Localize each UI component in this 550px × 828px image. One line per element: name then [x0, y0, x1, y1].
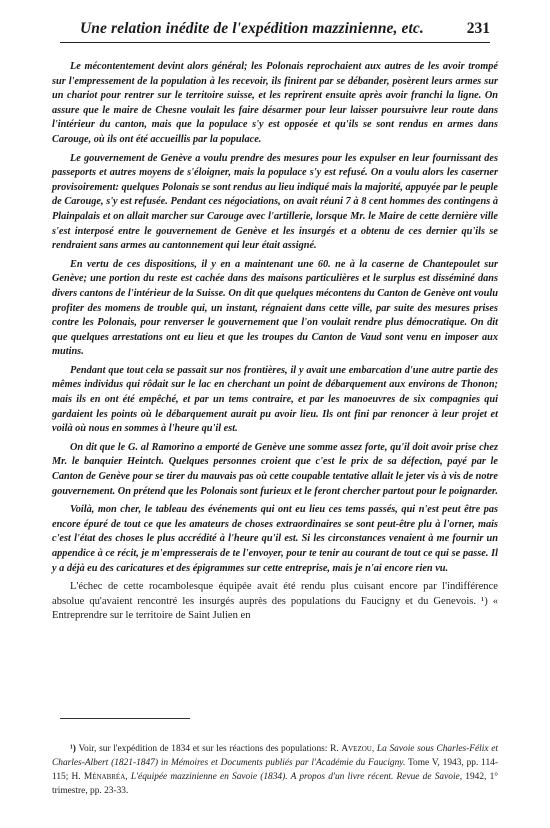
running-header: [60, 18, 490, 43]
footnote-title: La Savoie sous Charles-Félix et Charles-Albert (1821-1847) in Mémoires et Documents publiés par l'Académie du Faucigny.: [52, 744, 498, 768]
paragraph: Le gouvernement de Genève a voulu prendre des mesures pour les expulser en leur fournissant des passeports et autres moyens de s'éloigner, mais la populace s'y est refusé. On a voulu alors les caserner provisoirement: quelques Polonais se sont rendus au lieu indiqué mais la majorité, appuyée par le peuple de Carouge, s'y est refusée. Pendant ces négociations, on avait réuni 7 à 8 cent hommes des contingens à Plainpalais et on allait marcher sur Carouge avec l'artillerie, lorsque Mr. le Maire de cette dernière ville s'est interposé entre le gouvernement de Genève et les insurgés et a obtenu de ces dernier qu'ils se rendraient sans armes au cantonnement qui leur était assigné.: [52, 152, 498, 252]
paragraph: L'échec de cette rocambolesque équipée avait été rendu plus cuisant encore par l'indifférence absolue qu'avaient rencontré les insurgés auprès des populations du Faucigny et du Genevois. ¹) « Entreprendre sur le territoire de Saint Julien en: [52, 581, 498, 622]
footnote-text: ¹) Voir, sur l'expédition de 1834 et sur les réactions des populations: R. Avezou, La Savoie sous Charles-Félix et Charles-Albert (1821-1847) in Mémoires et Documents publiés par l'Académie du Faucigny. Tome V, 1943, pp. 114-115; H. Ménabréa, L'équipée mazzinienne en Savoie (1834). A propos d'un livre récent. Revue de Savoie, 1942, 1° trimestre, pp. 23-33.: [52, 744, 499, 796]
paragraph: On dit que le G. al Ramorino a emporté de Genève une somme assez forte, qu'il doit avoir prise chez Mr. le banquier Heintch. Quelques personnes croient que c'est le prix de sa défection, payé par le Canton de Genève pour se tirer du mauvais pas où cette coupable tentative allait le jeter vis à vis de notre gouvernement. On prétend que les Polonais sont furieux et le feront chercher partout pour le poignarder.: [52, 441, 498, 497]
running-title: Une relation inédite de l'expédition mazzinienne, etc.: [80, 20, 424, 37]
footnote-author: Avezou: [341, 744, 372, 754]
page-number: 231: [466, 20, 490, 37]
paragraph: Voilà, mon cher, le tableau des événements qui ont eu lieu ces tems passés, qui n'est peut être pas encore épuré de tout ce que les amateurs de choses extraordinaires se sont peut-être plu à l'orner, mais c'est l'état des choses le plus accrédité à l'heure qu'il est. Si les circonstances venaient à me fournir un appendice à ce récit, je m'empresserais de te l'envoyer, pour te tenir au courant de tout ce qui se passe. Il y a déjà eu des caricatures et des épigrammes sur cette entreprise, mais je n'ai encore rien vu.: [52, 504, 498, 574]
main-text: [52, 60, 498, 628]
footnote: [52, 742, 498, 798]
paragraph: Le mécontentement devint alors général; les Polonais reprochaient aux autres de les avoir trompé sur l'empressement de la population à les recevoir, ils finirent par se débander, posèrent leurs armes sur un chariot pour rentrer sur le territoire suisse, et les reprirent ensuite après avoir franchi la ligne. On assure que le maire de Chesne voulait les faire désarmer pour leur laisser poursuivre leur route dans l'intérieur du canton, mais que la populace s'y est opposée et qu'ils se sont rendus en armes dans Carouge, où ils ont été accueillis par la populace.: [52, 61, 498, 145]
footnote-title: L'équipée mazzinienne en Savoie (1834). A propos d'un livre récent. Revue de Savoie: [130, 772, 460, 782]
footnote-author: Ménabréa: [83, 772, 126, 782]
footnote-mark: ¹): [70, 744, 76, 754]
paragraph: Pendant que tout cela se passait sur nos frontières, il y avait une embarcation d'une autre partie des mêmes individus qui rôdait sur le lac en cherchant un point de débarquement aux environs de Thonon; mais ils en ont été empêché, et par un tems contraire, et par les manoeuvres de six compagnies qui gardaient les points où le débarquement aurait pu avoir lieu. Ils ont fini par renoncer à leur projet et voilà où nous en sommes à l'heure qu'il est.: [52, 364, 498, 435]
footnote-separator: [60, 718, 190, 719]
paragraph: En vertu de ces dispositions, il y en a maintenant une 60. ne à la caserne de Chantepoulet sur Genève; une portion du reste est cachée dans des maisons particulières et le surplus est disséminé dans divers cantons de l'intérieur de la Suisse. On dit que quelques mécontens du Canton de Genève ont voulu profiter des momens de trouble qui, un instant, régnaient dans cette ville, par suite des mesures prises contre les Polonais, pour renverser le gouvernement que l'on voulait rendre plus démocratique. On dit que quelques arrestations ont eu lieu et que les troupes du Canton de Vaud sont venu en imposer aux mutins.: [52, 258, 498, 358]
